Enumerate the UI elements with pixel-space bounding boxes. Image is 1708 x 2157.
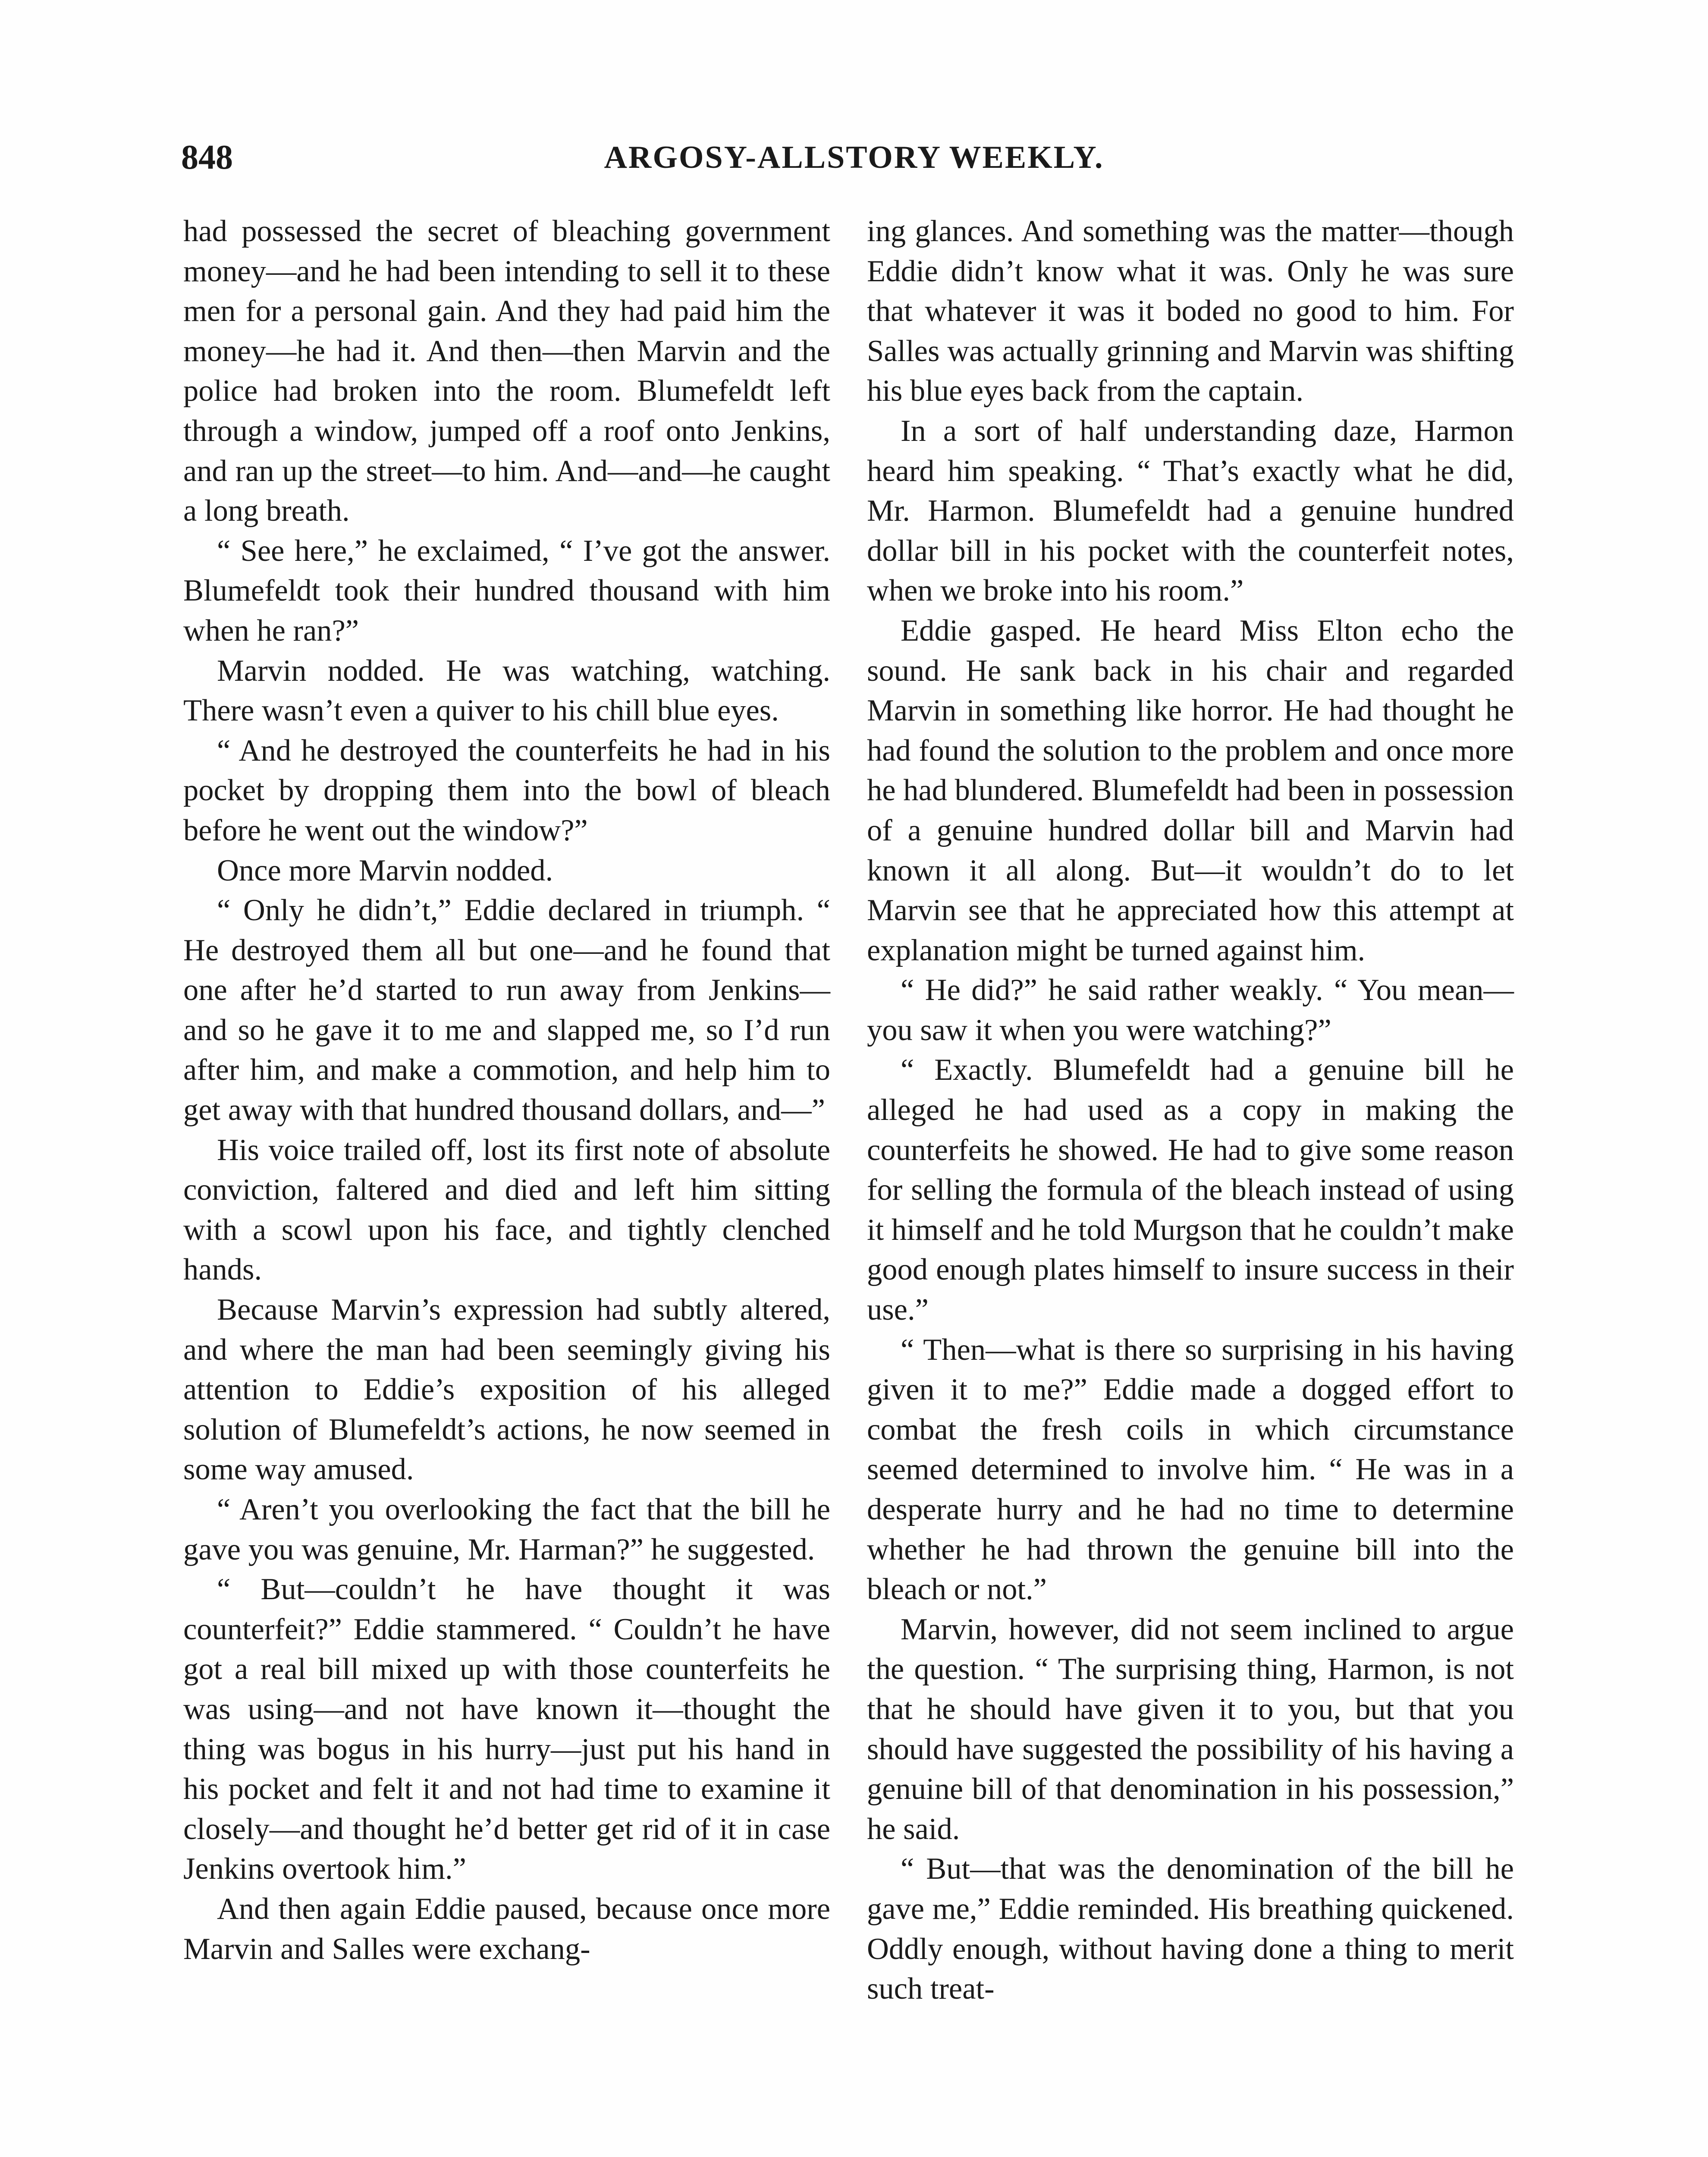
- paragraph: “ See here,” he exclaimed, “ I’ve got the answer. Blumefeldt took their hundred thousand with him when he ran?”: [183, 534, 830, 648]
- paragraph: “ Then—what is there so surprising in his having given it to me?” Eddie made a dogged effort to combat the fresh coils in which circumstance seemed determined to involve him. “ He was in a desperate hurry and he had no time to determine whether he had thrown the genuine bill into the bleach or not.”: [867, 1333, 1514, 1607]
- page-header: [181, 134, 1527, 186]
- paragraph: “ But—that was the denomination of the bill he gave me,” Eddie reminded. His breathing quickened. Oddly enough, without having done a thing to merit such treat-: [867, 1852, 1514, 2006]
- paragraph: “ And he destroyed the counterfeits he had in his pocket by dropping them into the bowl of bleach before he went out the window?”: [183, 733, 830, 847]
- text-column-left: [183, 211, 830, 2157]
- paragraph: “ But—couldn’t he have thought it was counterfeit?” Eddie stammered. “ Couldn’t he have got a real bill mixed up with those counterfeits he was using—and not have known it—thought the thing was bogus in his hurry—just put his hand in his pocket and felt it and not had time to examine it closely—and thought he’d better get rid of it in case Jenkins overtook him.”: [183, 1572, 830, 1886]
- paragraph: Eddie gasped. He heard Miss Elton echo the sound. He sank back in his chair and regarded Marvin in something like horror. He had thought he had found the solution to the problem and once more he had blundered. Blumefeldt had been in possession of a genuine hundred dollar bill and Marvin had known it all along. But—it wouldn’t do to let Marvin see that he appreciated how this attempt at explanation might be turned against him.: [867, 613, 1514, 967]
- paragraph: Marvin nodded. He was watching, watching. There wasn’t even a quiver to his chill blue eyes.: [183, 654, 830, 728]
- paragraph: “ Aren’t you overlooking the fact that the bill he gave you was genuine, Mr. Harman?” he suggested.: [183, 1493, 830, 1566]
- paragraph: Marvin, however, did not seem inclined to argue the question. “ The surprising thing, Harmon, is not that he should have given it to you, but that you should have suggested the possibility of his having a genuine bill of that denomination in his possession,” he said.: [867, 1612, 1514, 1846]
- text-column-right: [867, 211, 1514, 2157]
- paragraph: In a sort of half understanding daze, Harmon heard him speaking. “ That’s exactly what he did, Mr. Harmon. Blumefeldt had a genuine hundred dollar bill in his pocket with the counterfeit notes, when we broke into his room.”: [867, 414, 1514, 608]
- running-title: ARGOSY-ALLSTORY WEEKLY.: [604, 140, 1104, 175]
- paragraph: Because Marvin’s expression had subtly altered, and where the man had been seemingly giving his attention to Eddie’s exposition of his alleged solution of Blumefeldt’s actions, he now seemed in some way amused.: [183, 1293, 830, 1487]
- paragraph: “ Only he didn’t,” Eddie declared in triumph. “ He destroyed them all but one—and he found that one after he’d started to run away from Jenkins—and so he gave it to me and slapped me, so I’d run after him, and make a commotion, and help him to get away with that hundred thousand dollars, and—”: [183, 893, 830, 1127]
- paragraph: And then again Eddie paused, because once more Marvin and Salles were exchang-: [183, 1892, 830, 1966]
- page-number: 848: [181, 138, 233, 176]
- paragraph: His voice trailed off, lost its first note of absolute conviction, faltered and died and left him sitting with a scowl upon his face, and tightly clenched hands.: [183, 1133, 830, 1287]
- paragraph: had possessed the secret of bleaching government money—and he had been intending to sell it to these men for a personal gain. And they had paid him the money—he had it. And then—then Marvin and the police had broken into the room. Blumefeldt left through a window, jumped off a roof onto Jenkins, and ran up the street—to him. And—and—he caught a long breath.: [183, 214, 830, 528]
- paragraph: ing glances. And something was the matter—though Eddie didn’t know what it was. Only he was sure that whatever it was it boded no good to him. For Salles was actually grinning and Marvin was shifting his blue eyes back from the captain.: [867, 214, 1514, 408]
- paragraph: “ He did?” he said rather weakly. “ You mean—you saw it when you were watching?”: [867, 973, 1514, 1047]
- paragraph: “ Exactly. Blumefeldt had a genuine bill he alleged he had used as a copy in making the counterfeits he showed. He had to give some reason for selling the formula of the bleach instead of using it himself and he told Murgson that he couldn’t make good enough plates himself to insure success in their use.”: [867, 1053, 1514, 1327]
- paragraph: Once more Marvin nodded.: [217, 853, 553, 887]
